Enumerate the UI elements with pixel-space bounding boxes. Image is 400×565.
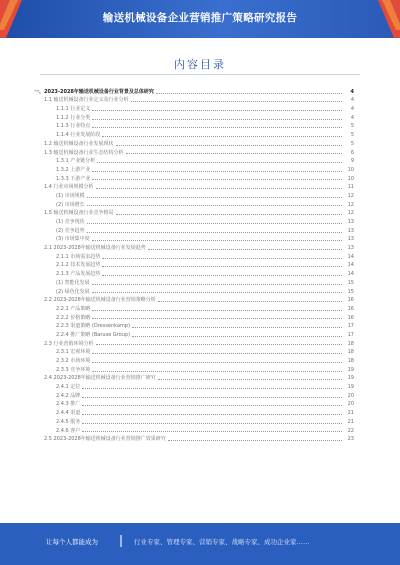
toc-divider (40, 74, 360, 75)
table-of-contents (34, 86, 354, 442)
toc-leader-dots (92, 240, 342, 241)
toc-leader-dots (82, 397, 342, 398)
toc-entry[interactable] (34, 164, 354, 173)
toc-entry[interactable] (34, 103, 354, 112)
toc-entry[interactable] (34, 277, 354, 286)
toc-entry-label: 2.2.2 价格策略 (56, 314, 91, 321)
toc-leader-dots (87, 197, 342, 198)
toc-entry-label: 2.1.1 市场需求趋势 (56, 253, 101, 260)
toc-entry[interactable] (34, 390, 354, 399)
toc-entry-page: 15 (347, 279, 354, 286)
toc-entry-page: 20 (347, 392, 354, 399)
toc-entry-page: 17 (347, 323, 354, 330)
toc-entry-label: 1.5 输送机械设备行业竞争格局 (44, 210, 114, 217)
toc-leader-dots (92, 110, 342, 111)
toc-leader-dots (92, 371, 342, 372)
toc-entry-label: 1.2 输送机械设备行业发展现状 (44, 140, 114, 147)
toc-entry-page: 12 (347, 192, 354, 199)
toc-entry[interactable] (34, 268, 354, 277)
toc-entry-label: (1) 竞争现状 (56, 219, 85, 225)
toc-leader-dots (82, 431, 342, 432)
toc-entry-label: (3) 市场集中度 (56, 236, 90, 243)
toc-leader-dots (92, 179, 342, 180)
toc-entry-page: 6 (350, 149, 354, 156)
toc-entry[interactable] (34, 190, 354, 199)
footer-banner (0, 523, 400, 565)
header-banner (0, 0, 400, 38)
toc-entry-page: 10 (347, 166, 354, 173)
header-decoration-right (364, 0, 400, 38)
footer-slogan: 让每个人都能成为 (46, 538, 98, 546)
toc-entry[interactable] (34, 416, 354, 425)
toc-leader-dots (132, 336, 342, 337)
toc-entry-label: 2.3 行业营销环境分析 (44, 340, 94, 347)
toc-entry-page: 18 (347, 349, 354, 356)
toc-leader-dots (92, 292, 342, 293)
toc-entry[interactable] (34, 381, 354, 390)
toc-leader-dots (158, 379, 342, 380)
toc-entry-page: 14 (347, 271, 354, 278)
toc-entry[interactable] (34, 216, 354, 225)
toc-entry[interactable] (34, 286, 354, 295)
toc-entry-label: 2.3.3 竞争环境 (56, 366, 91, 373)
toc-entry-label: 1.3.3 下游产业 (56, 175, 91, 182)
toc-entry[interactable] (34, 208, 354, 217)
toc-entry[interactable] (34, 173, 354, 182)
toc-entry[interactable] (34, 347, 354, 356)
toc-leader-dots (131, 101, 342, 102)
toc-entry-label: 1.1.3 行业特点 (56, 123, 91, 130)
toc-entry-page: 16 (347, 305, 354, 312)
toc-leader-dots (92, 310, 342, 311)
toc-entry-page: 12 (347, 201, 354, 208)
toc-leader-dots (82, 405, 342, 406)
toc-entry-page: 19 (347, 366, 354, 373)
toc-entry[interactable] (34, 147, 354, 156)
toc-entry[interactable] (34, 373, 354, 382)
toc-entry-page: 15 (347, 288, 354, 295)
toc-leader-dots (116, 145, 342, 146)
toc-entry-page: 5 (350, 140, 354, 147)
toc-leader-dots (116, 214, 342, 215)
toc-entry-page: 9 (350, 158, 354, 165)
toc-entry-label: 2.3.1 宏观环境 (56, 349, 91, 356)
report-title: 输送机械设备企业营销推广策略研究报告 (102, 12, 298, 24)
toc-entry-label: 2.4.1 定位 (56, 384, 81, 391)
toc-leader-dots (102, 266, 342, 267)
toc-entry[interactable] (34, 312, 354, 321)
toc-entry-label: 2.4 2023-2028年输送机械设备行业营销推广研究 (44, 375, 156, 382)
toc-entry-page: 13 (347, 219, 354, 225)
toc-entry-page: 17 (347, 331, 354, 338)
toc-entry-page: 18 (347, 358, 354, 364)
toc-entry-page: 21 (347, 410, 354, 417)
toc-entry-label: (1) 市场规模 (56, 192, 85, 199)
toc-entry-label: 1.1 输送机械设备行业定义及行业分析 (44, 97, 129, 104)
toc-entry-label: 2.5 2023-2028年输送机械设备行业营销推广效果研究 (44, 436, 166, 443)
toc-entry-page: 19 (347, 384, 354, 391)
toc-entry[interactable] (34, 434, 354, 443)
toc-entry-label: 2.1.2 技术发展趋势 (56, 262, 101, 269)
toc-entry-label: 1.3 输送机械设备行业生态结构分析 (44, 149, 124, 156)
toc-entry-label: 2.4.4 渠道 (56, 410, 81, 417)
toc-leader-dots (92, 362, 342, 363)
toc-leader-dots (148, 249, 342, 250)
toc-entry[interactable] (34, 199, 354, 208)
toc-leader-dots (82, 388, 342, 389)
toc-entry-label: (2) 竞争趋势 (56, 227, 85, 234)
toc-leader-dots (87, 232, 342, 233)
toc-leader-dots (92, 318, 342, 319)
toc-leader-dots (168, 440, 342, 441)
toc-leader-dots (82, 423, 342, 424)
toc-entry-label: (2) 市场增长 (56, 201, 85, 208)
toc-entry[interactable] (34, 112, 354, 121)
toc-entry-label: 2.1.3 产品发展趋势 (56, 271, 101, 278)
toc-leader-dots (132, 327, 342, 328)
toc-entry[interactable] (34, 407, 354, 416)
toc-entry-page: 14 (347, 262, 354, 269)
toc-entry-page: 16 (347, 297, 354, 304)
toc-entry[interactable] (34, 225, 354, 234)
toc-entry-label: 1.3.1 产业链分析 (56, 158, 96, 165)
toc-entry-label: 2.3.2 市场环境 (56, 358, 91, 364)
toc-entry-page: 4 (350, 88, 354, 95)
toc-entry-page: 4 (350, 97, 354, 104)
toc-entry[interactable] (34, 425, 354, 434)
toc-entry-page: 4 (350, 106, 354, 113)
toc-entry-page: 21 (347, 418, 354, 425)
toc-entry[interactable] (34, 364, 354, 373)
toc-leader-dots (158, 301, 342, 302)
toc-entry-page: 5 (350, 132, 354, 139)
toc-entry[interactable] (34, 260, 354, 269)
toc-entry-label: 2.4.3 推广 (56, 401, 81, 408)
toc-entry-page: 5 (350, 123, 354, 130)
toc-entry-page: 14 (347, 253, 354, 260)
toc-leader-dots (102, 275, 342, 276)
toc-leader-dots (96, 188, 342, 189)
toc-entry-page: 13 (347, 227, 354, 234)
toc-entry-label: 2.4.6 客户 (56, 427, 81, 434)
toc-entry-page: 22 (347, 427, 354, 434)
toc-entry-label: (1) 智能化发展 (56, 279, 90, 286)
toc-entry-label: 1.1.4 行业发展阶段 (56, 132, 101, 139)
toc-entry-page: 13 (347, 245, 354, 252)
toc-entry-label: 一、2023-2028年输送机械设备行业背景及总体研究 (34, 88, 154, 95)
toc-leader-dots (82, 414, 342, 415)
toc-leader-dots (102, 258, 342, 259)
toc-entry[interactable] (34, 251, 354, 260)
toc-leader-dots (97, 162, 342, 163)
toc-entry[interactable] (34, 399, 354, 408)
toc-leader-dots (92, 284, 342, 285)
toc-entry[interactable] (34, 329, 354, 338)
toc-entry[interactable] (34, 138, 354, 147)
toc-leader-dots (92, 353, 342, 354)
toc-entry[interactable] (34, 95, 354, 104)
toc-entry-label: 2.4.2 品牌 (56, 392, 81, 399)
toc-entry[interactable] (34, 303, 354, 312)
toc-entry-label: 2.2.3 渠道策略 (Dressenkamp) (56, 323, 131, 330)
toc-entry-label: 2.2 2023-2028年输送机械设备行业营销策略分析 (44, 297, 156, 304)
toc-entry[interactable] (34, 321, 354, 330)
toc-entry-page: 13 (347, 236, 354, 243)
toc-leader-dots (92, 171, 342, 172)
toc-entry[interactable] (34, 242, 354, 251)
toc-entry[interactable] (34, 355, 354, 364)
toc-leader-dots (156, 93, 342, 94)
toc-entry-label: 2.4.5 服务 (56, 418, 81, 425)
toc-leader-dots (87, 205, 342, 206)
toc-entry-label: 2.2.1 产品策略 (56, 305, 91, 312)
toc-leader-dots (92, 127, 342, 128)
toc-entry-page: 16 (347, 314, 354, 321)
footer-tagline: 行业专家、管理专家、营销专家、战略专家、成功企业家…… (134, 538, 310, 546)
toc-entry-page: 12 (347, 210, 354, 217)
toc-leader-dots (87, 223, 342, 224)
toc-entry[interactable] (34, 338, 354, 347)
toc-entry[interactable] (34, 86, 354, 95)
toc-entry-label: 1.4 行业市场规模分析 (44, 184, 94, 191)
toc-entry-page: 20 (347, 401, 354, 408)
toc-entry[interactable] (34, 129, 354, 138)
toc-heading: 内容目录 (174, 58, 226, 71)
toc-entry-page: 19 (347, 375, 354, 382)
toc-leader-dots (96, 344, 342, 345)
toc-entry-label: 2.2.4 推广策略 (Baruse Group) (56, 331, 131, 338)
footer-separator (120, 535, 122, 547)
toc-entry-page: 4 (350, 114, 354, 121)
toc-leader-dots (92, 119, 342, 120)
toc-entry[interactable] (34, 121, 354, 130)
toc-entry-label: 1.3.2 上游产业 (56, 166, 91, 173)
toc-leader-dots (126, 153, 342, 154)
toc-entry-page: 23 (347, 436, 354, 443)
toc-entry-page: 18 (347, 340, 354, 347)
toc-entry-label: 1.1.1 行业定义 (56, 106, 91, 113)
toc-entry-page: 11 (347, 184, 354, 191)
toc-entry-label: 2.1 2023-2028年输送机械设备行业发展趋势 (44, 245, 146, 252)
toc-entry[interactable] (34, 182, 354, 191)
toc-entry[interactable] (34, 295, 354, 304)
toc-entry[interactable] (34, 234, 354, 243)
toc-entry-page: 10 (347, 175, 354, 182)
toc-leader-dots (102, 136, 342, 137)
toc-entry-label: (2) 绿色化发展 (56, 288, 90, 295)
toc-entry-label: 1.1.2 行业分类 (56, 114, 91, 121)
toc-entry[interactable] (34, 156, 354, 165)
